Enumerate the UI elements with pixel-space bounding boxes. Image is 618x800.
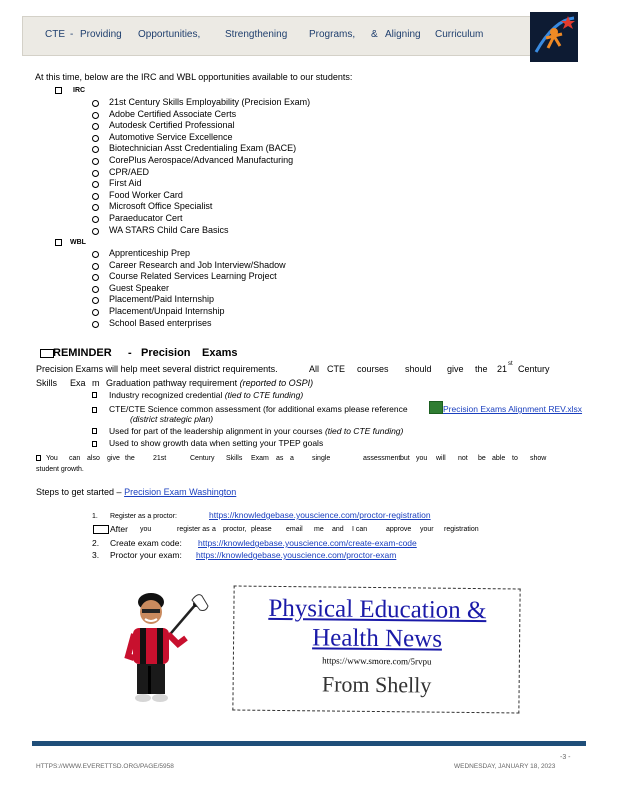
circle-bullet-icon [92, 181, 99, 188]
final-word: will [436, 455, 446, 462]
reminder-word: Exa [70, 378, 86, 388]
header-word: Providing [80, 29, 122, 40]
final-word: you [416, 455, 428, 462]
square-bullet-icon [55, 239, 62, 246]
sub-item [109, 438, 323, 449]
final-word: a [290, 455, 294, 462]
reminder-word: Exams [202, 347, 238, 359]
list-item: Automotive Service Excellence [109, 131, 233, 142]
step-2-label: Create exam code: [110, 538, 182, 548]
final-word: single [312, 455, 331, 462]
footer-date: WEDNESDAY, JANUARY 18, 2023 [454, 763, 556, 770]
header-word: & [371, 29, 378, 40]
list-item: CorePlus Aerospace/Advanced Manufacturing [109, 155, 294, 165]
reminder-word: - [128, 347, 132, 359]
step-1-note-word: a [212, 526, 216, 533]
circle-bullet-icon [92, 321, 99, 328]
final-word: be [478, 455, 486, 462]
step-1-note-word: please [251, 526, 272, 533]
irc-label: IRC [73, 87, 86, 94]
final-word: show [530, 455, 547, 462]
pe-newsletter-card[interactable] [232, 586, 520, 714]
proctor-registration-link[interactable]: https://knowledgebase.youscience.com/proctor-registration [209, 510, 431, 520]
list-item: 21st Century Skills Employability (Precision Exam) [109, 97, 311, 107]
sub-item [109, 390, 303, 401]
pe-title-line-1[interactable]: Physical Education & [268, 594, 487, 625]
final-word: 21st [153, 455, 167, 462]
circle-bullet-icon [92, 100, 99, 107]
excel-file-icon [429, 401, 443, 414]
final-line-2: student growth. [36, 466, 84, 473]
header-word: Curriculum [435, 29, 484, 40]
list-item: Guest Speaker [109, 282, 170, 293]
steps-intro [36, 487, 236, 498]
circle-bullet-icon [92, 135, 99, 142]
circle-bullet-icon [92, 309, 99, 316]
list-item: First Aid [109, 178, 142, 189]
pe-title-line-2[interactable]: Health News [312, 624, 443, 653]
list-item: Career Research and Job Interview/Shadow [109, 259, 286, 270]
circle-bullet-icon [92, 274, 99, 281]
reminder-word: courses [357, 364, 389, 374]
circle-bullet-icon [92, 158, 99, 165]
reminder-word: All [309, 364, 320, 374]
list-item: CPR/AED [109, 166, 150, 177]
precision-alignment-link[interactable] [443, 404, 582, 415]
final-word: give [107, 455, 120, 462]
list-item: Course Related Services Learning Project [109, 271, 277, 282]
reminder-word: CTE [327, 364, 345, 374]
square-bullet-icon [36, 455, 41, 461]
circle-bullet-icon [92, 146, 99, 153]
pe-url: https://www.smore.com/5rvpu [322, 655, 432, 667]
reminder-word: 21 [497, 364, 508, 374]
reminder-word: Skills [36, 378, 58, 388]
sub-text: Industry recognized credential [109, 390, 223, 400]
circle-bullet-icon [92, 123, 99, 130]
reminder-line1: Precision Exams will help meet several district requirements. [36, 364, 278, 374]
list-item: Adobe Certified Associate Certs [109, 108, 237, 119]
final-word: as [276, 455, 284, 462]
circle-bullet-icon [92, 228, 99, 235]
header-word: Aligning [385, 29, 421, 40]
step-1-note-word: you [140, 526, 152, 533]
requirement-text: Graduation pathway requirement [106, 378, 238, 388]
square-bullet-icon [92, 441, 97, 447]
header-word: Strengthening [225, 29, 288, 40]
create-exam-code-link[interactable]: https://knowledgebase.youscience.com/create-exam-code [198, 538, 417, 548]
final-word: but [400, 455, 410, 462]
precision-exam-washington-link[interactable]: Precision Exam Washington [124, 487, 237, 497]
step-3-number: 3. [92, 550, 100, 560]
final-word: to [512, 455, 518, 462]
steps-intro-text: Steps to get started – [36, 487, 122, 497]
reminder-word: Precision [141, 347, 191, 359]
circle-bullet-icon [92, 204, 99, 211]
final-word: assessment [363, 455, 401, 462]
sub-text: Used to show growth data when setting your TPEP goals [109, 438, 324, 448]
checkbox-icon [40, 349, 54, 358]
list-item: Apprenticeship Prep [109, 248, 191, 258]
header-word: - [70, 29, 74, 40]
final-word: Century [190, 455, 215, 462]
checkbox-icon [93, 525, 109, 534]
sub-text: Used for part of the leadership alignment in your courses [109, 426, 323, 436]
sub-note: (tied to CTE funding) [224, 390, 304, 400]
intro-text: At this time, below are the IRC and WBL opportunities available to our students: [35, 72, 353, 82]
final-word: not [458, 455, 468, 462]
circle-bullet-icon [92, 297, 99, 304]
sub-item [109, 426, 403, 437]
list-item: Biotechnician Asst Credentialing Exam (BACE) [109, 143, 297, 154]
reminder-word: m [92, 378, 100, 388]
circle-bullet-icon [92, 216, 99, 223]
list-item: Autodesk Certified Professional [109, 120, 235, 131]
step-1-note-word: me [314, 526, 324, 533]
step-1-note-word: register as [177, 526, 210, 533]
square-bullet-icon [55, 87, 62, 94]
footer-divider [32, 741, 586, 746]
square-bullet-icon [92, 407, 97, 413]
requirement-note: (reported to OSPI) [239, 378, 314, 388]
wbl-label: WBL [70, 239, 86, 246]
sub-note: (tied to CTE funding) [324, 426, 404, 436]
reminder-word: st [508, 361, 513, 367]
step-1-note-word: and [332, 526, 344, 533]
step-1-number: 1. [92, 513, 98, 520]
graduation-requirement [106, 378, 313, 389]
final-word: Exam [251, 455, 269, 462]
step-1-note-word: your [420, 526, 434, 533]
step-1-label: Register as a proctor: [110, 513, 177, 520]
step-1-note-word: proctor, [223, 526, 247, 533]
square-bullet-icon [92, 392, 97, 398]
sub-note: (district strategic plan) [130, 414, 214, 424]
footer-page: -3 - [560, 754, 571, 761]
final-word: You [46, 455, 58, 462]
header-banner [22, 16, 532, 56]
link-text[interactable]: Precision Exams Alignment REV.xlsx [443, 404, 583, 414]
reminder-word: Century [518, 364, 550, 374]
reminder-word: give [447, 364, 464, 374]
list-item: Placement/Paid Internship [109, 294, 215, 305]
step-2-number: 2. [92, 538, 100, 548]
final-word: able [492, 455, 506, 462]
step-1-note-word: I can [352, 526, 368, 533]
circle-bullet-icon [92, 251, 99, 258]
square-bullet-icon [92, 428, 97, 434]
circle-bullet-icon [92, 170, 99, 177]
sub-text: CTE/CTE Science common assessment (for additional exams please reference [109, 404, 408, 414]
list-item: Food Worker Card [109, 189, 183, 200]
list-item: Microsoft Office Specialist [109, 201, 213, 212]
list-item: Paraeducator Cert [109, 213, 183, 223]
step-1-note-word: After [110, 524, 128, 534]
pe-from: From Shelly [321, 671, 432, 698]
step-1-note-word: approve [386, 526, 412, 533]
header-word: CTE [45, 29, 65, 40]
final-word: also [87, 455, 100, 462]
circle-bullet-icon [92, 193, 99, 200]
footer-url: HTTPS://WWW.EVERETTSD.ORG/PAGE/5958 [36, 763, 174, 770]
reminder-word: should [405, 364, 432, 374]
circle-bullet-icon [92, 263, 99, 270]
proctor-exam-link[interactable]: https://knowledgebase.youscience.com/proctor-exam [196, 550, 397, 560]
circle-bullet-icon [92, 112, 99, 119]
final-word: the [125, 455, 135, 462]
bitmoji-avatar-icon [118, 590, 218, 712]
step-1-note-word: registration [444, 526, 479, 533]
cte-logo-icon [530, 12, 578, 62]
step-3-label: Proctor your exam: [110, 550, 182, 560]
list-item: Placement/Unpaid Internship [109, 306, 225, 316]
circle-bullet-icon [92, 286, 99, 293]
header-word: Opportunities, [138, 29, 201, 40]
reminder-word: REMINDER [53, 347, 112, 359]
final-word: Skills [226, 455, 243, 462]
header-word: Programs, [309, 29, 356, 40]
reminder-word: the [475, 364, 488, 374]
final-word: can [69, 455, 81, 462]
list-item: WA STARS Child Care Basics [109, 224, 229, 235]
list-item: School Based enterprises [109, 317, 212, 328]
step-1-note-word: email [286, 526, 303, 533]
